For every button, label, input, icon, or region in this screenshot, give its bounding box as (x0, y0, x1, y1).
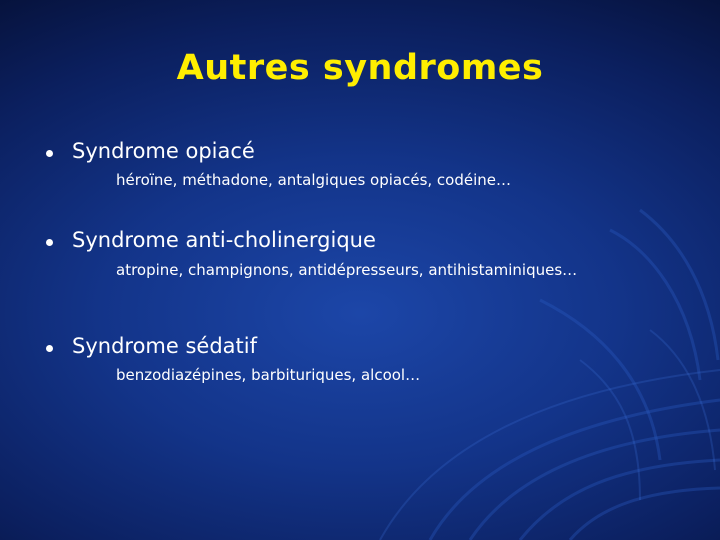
item-heading-opiate: Syndrome opiacé (72, 139, 255, 163)
bullet-dot-icon (46, 150, 53, 157)
bullet-dot-icon (46, 239, 53, 246)
item-heading-sedative: Syndrome sédatif (72, 334, 257, 358)
item-detail-anticholinergic: atropine, champignons, antidépresseurs, antihistaminiques… (116, 261, 578, 279)
item-detail-opiate: héroïne, méthadone, antalgiques opiacés, codéine… (116, 171, 512, 189)
item-heading-anticholinergic: Syndrome anti-cholinergique (72, 228, 376, 252)
item-detail-sedative: benzodiazépines, barbituriques, alcool… (116, 366, 421, 384)
slide-title: Autres syndromes (176, 48, 544, 88)
bullet-dot-icon (46, 345, 53, 352)
